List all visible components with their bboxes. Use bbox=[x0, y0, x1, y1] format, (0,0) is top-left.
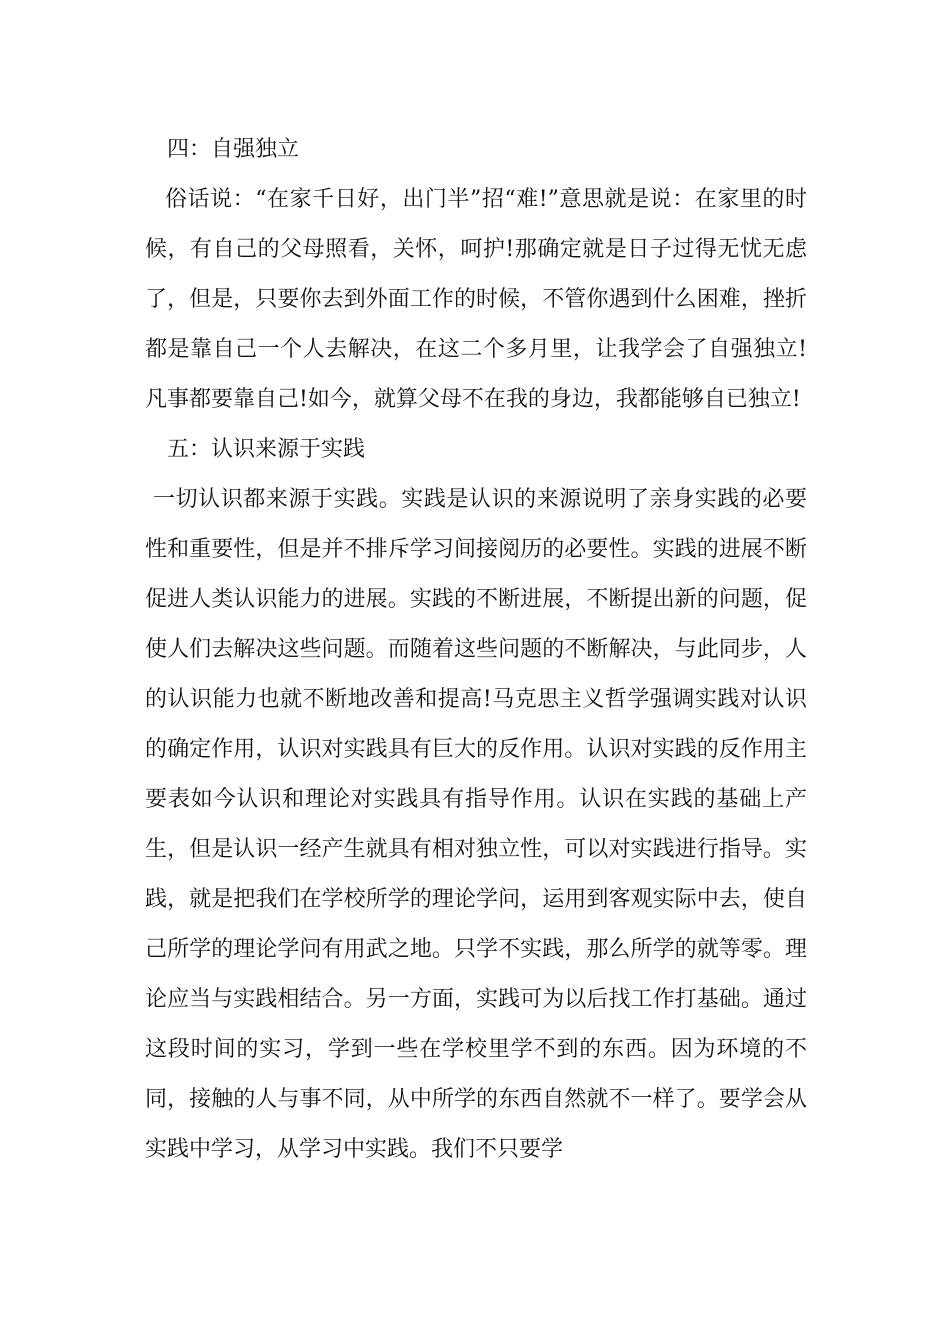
document-body bbox=[145, 125, 807, 1175]
section-paragraph-5: 一切认识都来源于实践。实践是认识的来源说明了亲身实践的必要性和重要性，但是并不排斥学习间接阅历的必要性。实践的进展不断促进人类认识能力的进展。实践的不断进展，不断提出新的问题，促使人们去解决这些问题。而随着这些问题的不断解决，与此同步，人的认识能力也就不断地改善和提高!马克思主义哲学强调实践对认识的确定作用，认识对实践具有巨大的反作用。认识对实践的反作用主要表如今认识和理论对实践具有指导作用。认识在实践的基础上产生，但是认识一经产生就具有相对独立性，可以对实践进行指导。实践，就是把我们在学校所学的理论学问，运用到客观实际中去，使自己所学的理论学问有用武之地。只学不实践，那么所学的就等零。理论应当与实践相结合。另一方面，实践可为以后找工作打基础。通过这段时间的实习，学到一些在学校里学不到的东西。因为环境的不同，接触的人与事不同，从中所学的东西自然就不一样了。要学会从实践中学习，从学习中实践。我们不只要学 bbox=[145, 487, 807, 1162]
section-paragraph-4: 俗话说：“在家千日好，出门半”招“难!”意思就是说：在家里的时候，有自己的父母照看，关怀，呵护!那确定就是日子过得无忧无虑了，但是，只要你去到外面工作的时候，不管你遇到什么困难，挫折都是靠自己一个人去解决，在这二个多月里，让我学会了自强独立!凡事都要靠自己!如今，就算父母不在我的身边，我都能够自已独立! bbox=[145, 187, 807, 412]
section-heading-4: 四：自强独立 bbox=[167, 137, 300, 162]
section-heading-5: 五：认识来源于实践 bbox=[167, 437, 366, 462]
